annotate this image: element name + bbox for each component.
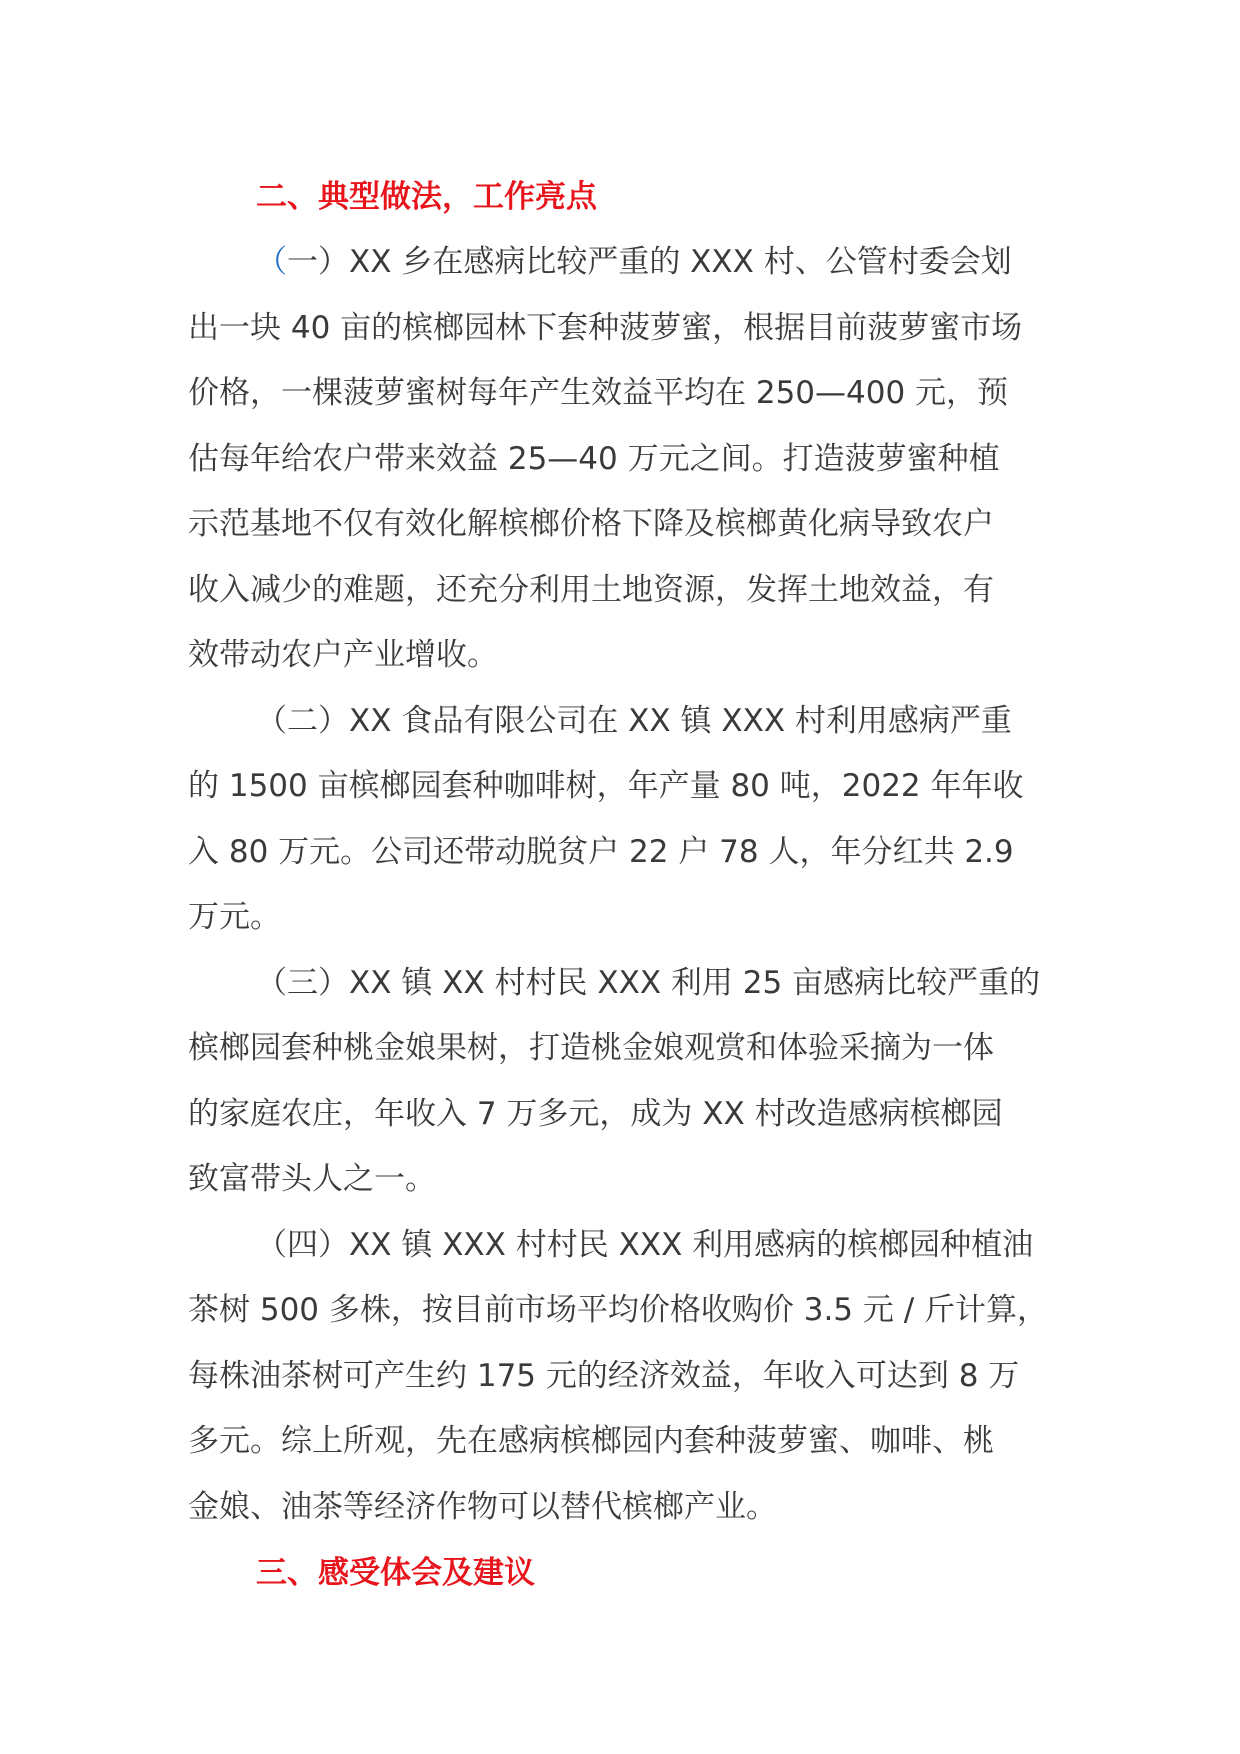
document-body (188, 164, 1068, 1606)
paragraph-line: 的家庭农庄，年收入 7 万多元，成为 XX 村改造感病槟榔园 (188, 1095, 1003, 1132)
paragraph-3 (188, 951, 1068, 1213)
paragraph-line: 的 1500 亩槟榔园套种咖啡树，年产量 80 吨，2022 年年收 (188, 768, 1024, 804)
paragraph-line: 金娘、油茶等经济作物可以替代槟榔产业。 (188, 1488, 777, 1525)
paragraph-line: 槟榔园套种桃金娘果树，打造桃金娘观赏和体验采摘为一体 (188, 1030, 994, 1066)
section-heading-3: 三、感受体会及建议 (256, 1555, 535, 1591)
paragraph-line (188, 230, 1068, 296)
paragraph-line: （二）XX 食品有限公司在 XX 镇 XXX 村利用感病严重 (256, 702, 1012, 739)
paragraph-line: 收入减少的难题，还充分利用土地资源，发挥土地效益，有 (188, 571, 994, 608)
paragraph-line: （四）XX 镇 XXX 村村民 XXX 利用感病的槟榔园种植油 (256, 1226, 1034, 1263)
open-paren: （ (256, 244, 287, 280)
paragraph-line: 茶树 500 多株，按目前市场平均价格收购价 3.5 元 / 斤计算， (188, 1292, 1049, 1328)
paragraph-line: 价格，一棵菠萝蜜树每年产生效益平均在 250—400 元，预 (188, 375, 1009, 411)
paragraph-1 (188, 230, 1068, 689)
paragraph-line: 示范基地不仅有效化解槟榔价格下降及槟榔黄化病导致农户 (188, 506, 994, 542)
paragraph-line: 致富带头人之一。 (188, 1161, 436, 1197)
paragraph-line: （三）XX 镇 XX 村村民 XXX 利用 25 亩感病比较严重的 (256, 964, 1041, 1001)
paragraph-line: 效带动农户产业增收。 (188, 637, 498, 673)
paragraph-4 (188, 1213, 1068, 1541)
paragraph-line: 每株油茶树可产生约 175 元的经济效益，年收入可达到 8 万 (188, 1357, 1020, 1394)
paragraph-line: 入 80 万元。公司还带动脱贫户 22 户 78 人，年分红共 2.9 (188, 833, 1014, 870)
line-text: 一）XX 乡在感病比较严重的 XXX 村、公管村委会划 (287, 244, 1012, 280)
paragraph-line: 多元。综上所观，先在感病槟榔园内套种菠萝蜜、咖啡、桃 (188, 1423, 994, 1459)
paragraph-2 (188, 689, 1068, 951)
paragraph-line: 出一块 40 亩的槟榔园林下套种菠萝蜜，根据目前菠萝蜜市场 (188, 309, 1023, 346)
section-heading-2: 二、典型做法，工作亮点 (256, 179, 597, 215)
paragraph-line: 万元。 (188, 899, 281, 935)
paragraph-line: 估每年给农户带来效益 25—40 万元之间。打造菠萝蜜种植 (188, 440, 1000, 477)
